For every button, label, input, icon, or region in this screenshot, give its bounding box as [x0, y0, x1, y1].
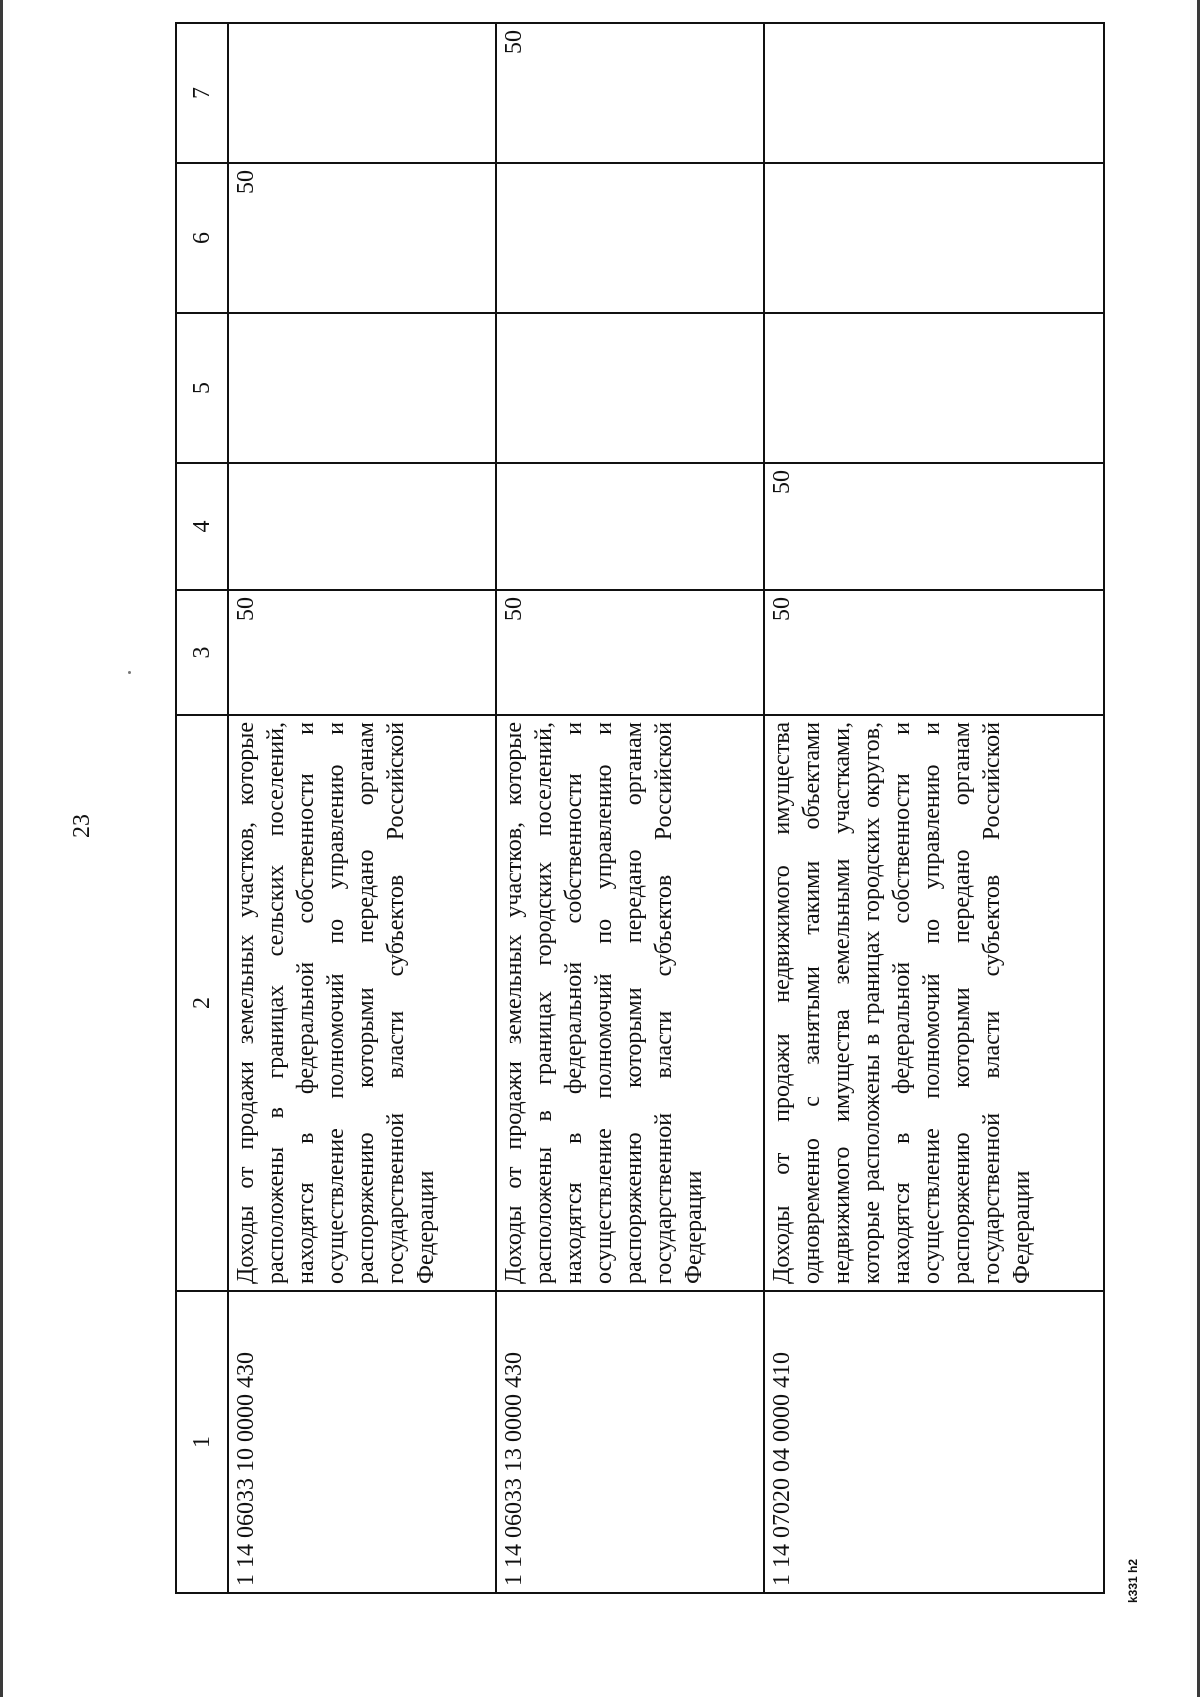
table-row	[764, 23, 1104, 1593]
value-col-6: 50	[228, 163, 496, 313]
header-cell-1: 1	[176, 1291, 228, 1593]
header-cell-5: 5	[176, 313, 228, 463]
revenue-code: 1 14 06033 10 0000 430	[228, 1291, 496, 1593]
revenue-description: Доходы от продажи недвижимого имущества одновременно с занятыми такими объектами недвижимого имущества земельными участками, которые расположены в границах городских округов, находятся в федеральной собственности и осуществление полномочий по управлению и распоряжению которыми передано органам государственной власти субъектов Российской Федерации	[764, 715, 1104, 1291]
header-cell-4: 4	[176, 463, 228, 590]
value-col-3: 50	[228, 590, 496, 715]
value-col-6	[496, 163, 764, 313]
value-col-5	[228, 313, 496, 463]
value-col-4: 50	[764, 463, 1104, 590]
revenue-table	[175, 22, 1105, 1594]
footer-code: k331 h2	[1126, 1558, 1140, 1603]
table-row	[228, 23, 496, 1593]
header-row	[176, 23, 228, 1593]
value-col-3: 50	[496, 590, 764, 715]
header-cell-2: 2	[176, 715, 228, 1291]
table-row	[496, 23, 764, 1593]
revenue-code: 1 14 06033 13 0000 430	[496, 1291, 764, 1593]
rotated-table-container	[175, 30, 1105, 1594]
value-col-7	[228, 23, 496, 163]
value-col-5	[764, 313, 1104, 463]
header-cell-3: 3	[176, 590, 228, 715]
page-number: 23	[69, 814, 95, 838]
value-col-6	[764, 163, 1104, 313]
value-col-5	[496, 313, 764, 463]
value-col-3: 50	[764, 590, 1104, 715]
value-col-4	[228, 463, 496, 590]
value-col-7: 50	[496, 23, 764, 163]
value-col-4	[496, 463, 764, 590]
page-edge-left	[0, 0, 3, 1697]
scan-dot	[128, 671, 131, 674]
revenue-description: Доходы от продажи земельных участков, которые расположены в границах городских поселений, находятся в федеральной собственности и осуществление полномочий по управлению и распоряжению которыми передано органам государственной власти субъектов Российской Федерации	[496, 715, 764, 1291]
value-col-7	[764, 23, 1104, 163]
revenue-code: 1 14 07020 04 0000 410	[764, 1291, 1104, 1593]
header-cell-7: 7	[176, 23, 228, 163]
header-cell-6: 6	[176, 163, 228, 313]
revenue-description: Доходы от продажи земельных участков, которые расположены в границах сельских поселений, находятся в федеральной собственности и осуществление полномочий по управлению и распоряжению которыми передано органам государственной власти субъектов Российской Федерации	[228, 715, 496, 1291]
